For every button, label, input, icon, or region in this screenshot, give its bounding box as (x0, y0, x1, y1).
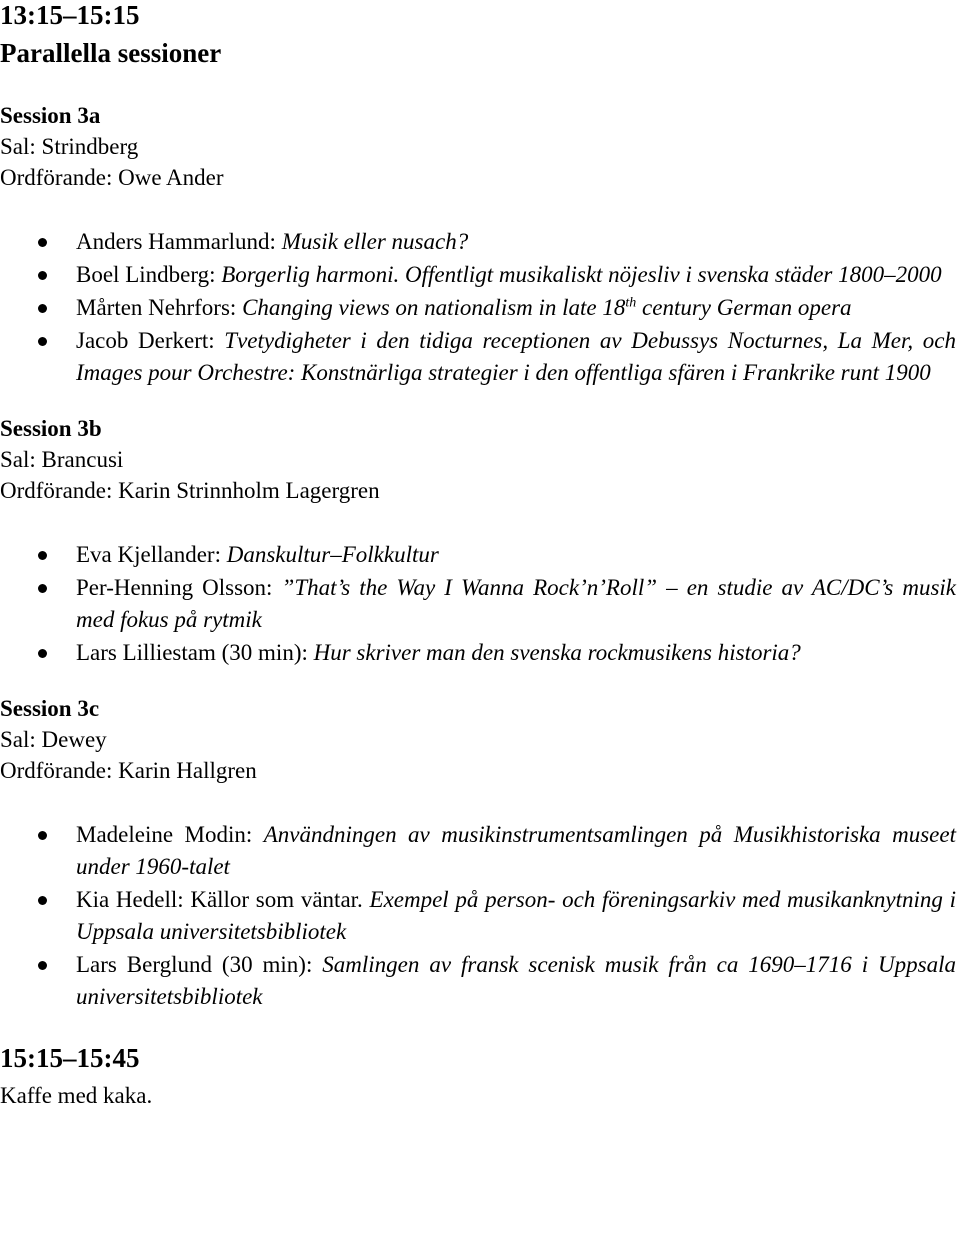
list-item (0, 949, 960, 1013)
talk-title: Danskultur–Folkkultur (226, 542, 439, 567)
talk-title: Musik eller nusach? (281, 229, 469, 254)
bullet-icon (38, 831, 47, 840)
bullet-icon (38, 304, 47, 313)
session-3a (0, 100, 960, 389)
talk-list (0, 819, 960, 1013)
talk-speaker: Lars Lilliestam (30 min): (76, 640, 314, 665)
list-item (0, 226, 960, 258)
talk-title (242, 295, 852, 320)
talk-title-part: Changing views on nationalism in late 18 (242, 295, 626, 320)
session-chair: Ordförande: Karin Hallgren (0, 758, 257, 783)
talk-list (0, 539, 960, 669)
talk-title: ”That’s the Way I Wanna Rock’n’Roll” – en studie av AC/DC’s musik med fokus på rytmik (76, 575, 957, 632)
talk-title: Exempel på person- och föreningsarkiv med musikanknytning i Uppsala universitetsbibliotek (76, 887, 957, 944)
session-3b (0, 413, 960, 669)
talk-speaker: Madeleine Modin: (76, 822, 264, 847)
talk-speaker: Boel Lindberg: (76, 262, 222, 287)
break-time-heading: 15:15–15:45 (0, 1043, 140, 1073)
talk-speaker: Jacob Derkert: (76, 328, 225, 353)
time-slot-heading: 13:15–15:15 (0, 0, 140, 30)
list-item (0, 819, 960, 883)
talk-title: Hur skriver man den svenska rockmusikens historia? (313, 640, 801, 665)
talk-title: Borgerlig harmoni. Offentligt musikaliskt nöjesliv i svenska städer 1800–2000 (221, 262, 942, 287)
talk-title: Användningen av musikinstrumentsamlingen på Musikhistoriska museet under 1960-talet (76, 822, 956, 879)
session-room: Sal: Strindberg (0, 134, 139, 159)
talk-title-part: century German opera (636, 295, 852, 320)
talk-title: Samlingen av fransk scenisk musik från ca 1690–1716 i Uppsala universitetsbibliotek (76, 952, 956, 1009)
coffee-break (0, 1043, 960, 1111)
talk-speaker: Mårten Nehrfors: (76, 295, 243, 320)
bullet-icon (38, 584, 47, 593)
bullet-icon (38, 271, 47, 280)
session-title: Session 3a (0, 103, 101, 128)
list-item (0, 637, 960, 669)
bullet-icon (38, 961, 47, 970)
session-chair: Ordförande: Karin Strinnholm Lagergren (0, 478, 380, 503)
talk-speaker: Anders Hammarlund: (76, 229, 282, 254)
bullet-icon (38, 337, 47, 346)
list-item (0, 572, 960, 636)
list-item (0, 292, 960, 324)
list-item (0, 539, 960, 571)
talk-list (0, 226, 960, 389)
talk-speaker: Eva Kjellander: (76, 542, 227, 567)
talk-speaker: Per-Henning Olsson: (76, 575, 282, 600)
bullet-icon (38, 896, 47, 905)
list-item (0, 884, 960, 948)
session-chair: Ordförande: Owe Ander (0, 165, 224, 190)
session-3c (0, 693, 960, 1013)
talk-speaker: Kia Hedell: Källor som väntar. (76, 887, 370, 912)
session-room: Sal: Brancusi (0, 447, 124, 472)
session-room: Sal: Dewey (0, 727, 107, 752)
break-description: Kaffe med kaka. (0, 1083, 153, 1108)
bullet-icon (38, 649, 47, 658)
section-heading: Parallella sessioner (0, 38, 222, 68)
list-item (0, 259, 960, 291)
session-title: Session 3b (0, 416, 102, 441)
bullet-icon (38, 238, 47, 247)
list-item (0, 325, 960, 389)
bullet-icon (38, 551, 47, 560)
session-title: Session 3c (0, 696, 100, 721)
ordinal-superscript: th (625, 295, 637, 311)
talk-title: Tvetydigheter i den tidiga receptionen av Debussys Nocturnes, La Mer, och Images pour Orchestre: Konstnärliga strategier i den offentliga sfären i Frankrike runt 1900 (76, 328, 957, 385)
talk-speaker: Lars Berglund (30 min): (76, 952, 323, 977)
